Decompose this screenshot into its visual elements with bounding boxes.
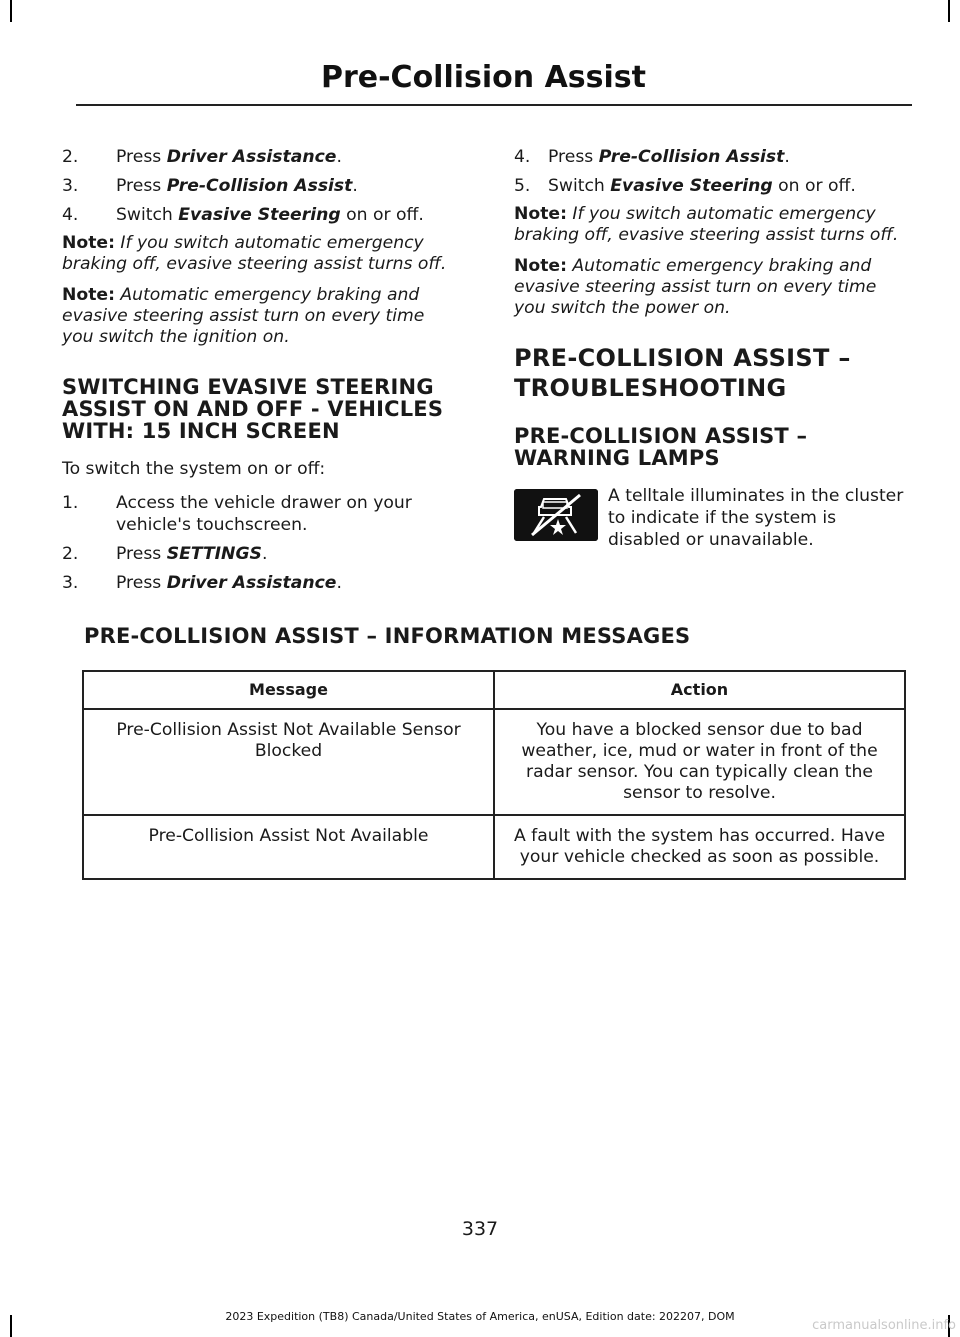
table-row bbox=[83, 709, 905, 815]
list-item: 4. Switch Evasive Steering on or off. bbox=[62, 205, 424, 225]
page-title: Pre-Collision Assist bbox=[320, 60, 646, 95]
table-row bbox=[83, 815, 905, 879]
column-header: Action bbox=[494, 671, 905, 709]
troubleshooting-heading: PRE-COLLISION ASSIST – TROUBLESHOOTING bbox=[514, 344, 851, 402]
warning-lamps-heading: PRE-COLLISION ASSIST – WARNING LAMPS bbox=[514, 424, 808, 470]
column-header: Message bbox=[83, 671, 494, 709]
list-item: 5. Switch Evasive Steering on or off. bbox=[514, 176, 856, 196]
table-cell: A fault with the system has occurred. Have your vehicle checked as soon as possible. bbox=[494, 815, 905, 879]
watermark: carmanualsonline.info bbox=[812, 1318, 956, 1333]
list-item: 3. Press Driver Assistance. bbox=[62, 573, 342, 593]
list-item: 2. Press SETTINGS. bbox=[62, 544, 268, 564]
list-item: 3. Press Pre-Collision Assist. bbox=[62, 176, 358, 196]
note: Note: If you switch automatic emergency braking off, evasive steering assist turns off. bbox=[514, 204, 899, 245]
warning-lamp-row bbox=[514, 485, 906, 551]
table-header-row bbox=[83, 671, 905, 709]
crop-mark-top-left bbox=[10, 0, 12, 22]
crop-mark-top-right bbox=[948, 0, 950, 22]
page-number: 337 bbox=[461, 1218, 499, 1240]
list-item: 4. Press Pre-Collision Assist. bbox=[514, 147, 790, 167]
list-item: 1. Access the vehicle drawer on your vehicle's touchscreen. bbox=[62, 493, 412, 535]
note: Note: Automatic emergency braking and evasive steering assist turn on every time you switch the power on. bbox=[514, 256, 877, 318]
intro-text: To switch the system on or off: bbox=[62, 459, 326, 479]
list-item: 2. Press Driver Assistance. bbox=[62, 147, 342, 167]
note: Note: If you switch automatic emergency braking off, evasive steering assist turns off. bbox=[62, 233, 447, 274]
messages-table bbox=[82, 670, 906, 880]
note: Note: Automatic emergency braking and evasive steering assist turn on every time you switch the ignition on. bbox=[62, 285, 425, 347]
table-cell: You have a blocked sensor due to bad weather, ice, mud or water in front of the radar sensor. You can typically clean the sensor to resolve. bbox=[494, 709, 905, 815]
footer-edition: 2023 Expedition (TB8) Canada/United States of America, enUSA, Edition date: 202207, DOM bbox=[225, 1310, 735, 1323]
table-cell: Pre-Collision Assist Not Available Sensor Blocked bbox=[83, 709, 494, 815]
left-column bbox=[52, 146, 452, 601]
lamp-description: A telltale illuminates in the cluster to indicate if the system is disabled or unavailable. bbox=[608, 486, 904, 550]
header-rule bbox=[76, 104, 912, 106]
information-messages-heading: PRE-COLLISION ASSIST – INFORMATION MESSAGES bbox=[84, 624, 691, 648]
right-column bbox=[514, 146, 906, 551]
section-heading: SWITCHING EVASIVE STEERING ASSIST ON AND OFF - VEHICLES WITH: 15 INCH SCREEN bbox=[62, 375, 444, 443]
table-cell: Pre-Collision Assist Not Available bbox=[83, 815, 494, 879]
pre-collision-warning-icon bbox=[514, 489, 598, 541]
